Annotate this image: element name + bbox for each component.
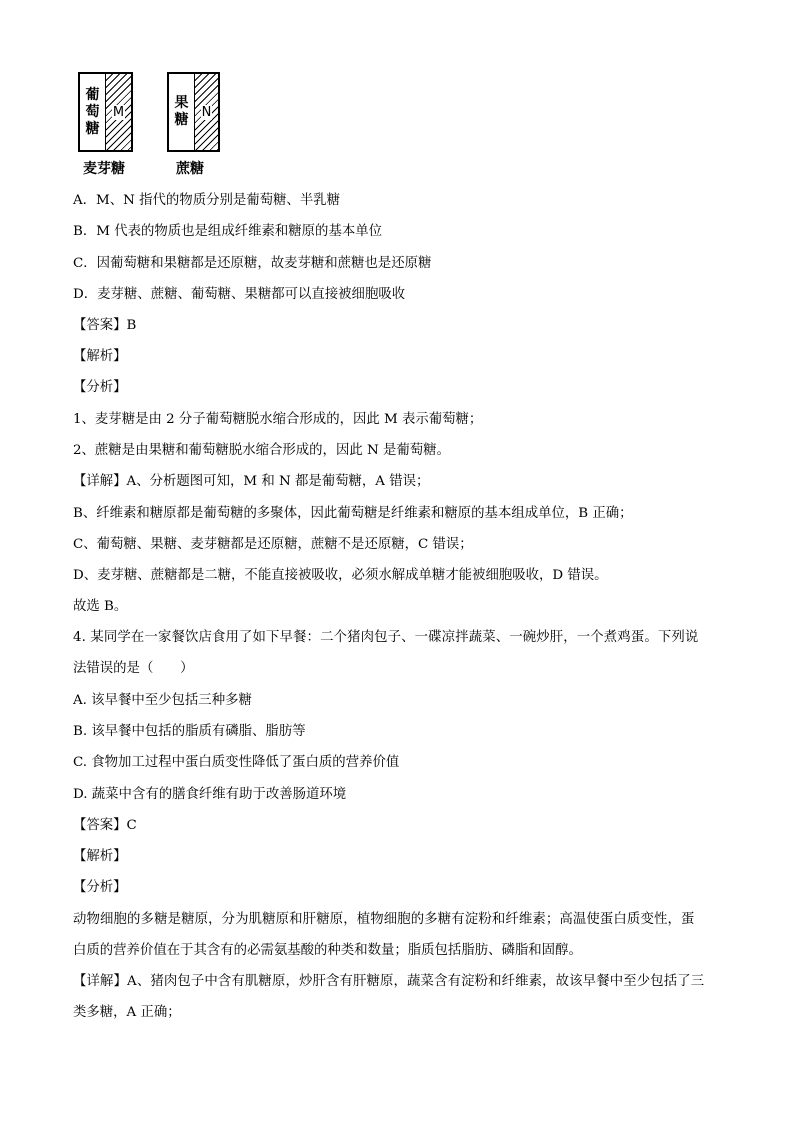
maltose-box — [78, 72, 133, 152]
q3-analysis-2: 2、蔗糖是由果糖和葡萄糖脱水缩合形成的，因此 N 是葡萄糖。 — [73, 443, 450, 458]
q4-option-a: A. 该早餐中至少包括三种多糖 — [73, 693, 252, 708]
q3-option-a: A．M、N 指代的物质分别是葡萄糖、半乳糖 — [73, 193, 340, 208]
q3-option-c: C．因葡萄糖和果糖都是还原糖，故麦芽糖和蔗糖也是还原糖 — [73, 256, 432, 271]
q3-detail-b: B、纤维素和糖原都是葡萄糖的多聚体，因此葡萄糖是纤维素和糖原的基本组成单位，B 正确； — [73, 506, 633, 521]
q4-detail-line2: 类多糖，A 正确； — [73, 1005, 181, 1020]
q3-option-d: D．麦芽糖、蔗糖、葡萄糖、果糖都可以直接被细胞吸收 — [73, 287, 406, 302]
q4-fenxi-heading: 【分析】 — [73, 880, 127, 895]
q3-detail-d: D、麦芽糖、蔗糖都是二糖，不能直接被吸收，必须水解成单糖才能被细胞吸收，D 错误。 — [73, 568, 608, 583]
maltose-left-label: 葡萄糖 — [85, 86, 100, 137]
sucrose-hatched-part — [195, 74, 218, 150]
q3-answer: 【答案】B — [73, 318, 137, 333]
sucrose-caption: 蔗糖 — [176, 161, 204, 177]
q3-detail-c: C、葡萄糖、果糖、麦芽糖都是还原糖，蔗糖不是还原糖，C 错误； — [73, 537, 473, 552]
q3-option-b: B．M 代表的物质也是组成纤维素和糖原的基本单位 — [73, 224, 383, 239]
q3-detail-a: 【详解】A、分析题图可知，M 和 N 都是葡萄糖，A 错误； — [73, 474, 430, 489]
q4-analysis-line2: 白质的营养价值在于其含有的必需氨基酸的种类和数量；脂质包括脂肪、磷脂和固醇。 — [73, 943, 582, 958]
q4-stem-line1: 4. 某同学在一家餐饮店食用了如下早餐：二个猪肉包子、一碟凉拌蔬菜、一碗炒肝，一个煮鸡蛋。下列说 — [73, 630, 699, 645]
sugar-diagram — [74, 72, 224, 182]
q4-answer: 【答案】C — [73, 818, 137, 833]
sucrose-box — [167, 72, 220, 152]
q3-conclusion: 故选 B。 — [73, 599, 128, 614]
sucrose-left-label: 果糖 — [174, 95, 189, 128]
q4-jiexi-heading: 【解析】 — [73, 849, 127, 864]
q4-detail-line1: 【详解】A、猪肉包子中含有肌糖原，炒肝含有肝糖原，蔬菜含有淀粉和纤维素，故该早餐中至少包括了三 — [73, 974, 705, 989]
maltose-m-label: M — [112, 104, 125, 120]
q4-option-c: C. 食物加工过程中蛋白质变性降低了蛋白质的营养价值 — [73, 755, 400, 770]
maltose-caption: 麦芽糖 — [83, 161, 125, 177]
q4-option-d: D. 蔬菜中含有的膳食纤维有助于改善肠道环境 — [73, 787, 347, 802]
maltose-glucose-part — [80, 74, 106, 150]
q3-jiexi-heading: 【解析】 — [73, 349, 127, 364]
sucrose-n-label: N — [201, 104, 212, 120]
q4-option-b: B. 该早餐中包括的脂质有磷脂、脂肪等 — [73, 724, 306, 739]
q4-analysis-line1: 动物细胞的多糖是糖原，分为肌糖原和肝糖原，植物细胞的多糖有淀粉和纤维素；高温使蛋白质变性，蛋 — [73, 912, 695, 927]
maltose-hatched-part — [106, 74, 131, 150]
q3-analysis-1: 1、麦芽糖是由 2 分子葡萄糖脱水缩合形成的，因此 M 表示葡萄糖； — [73, 412, 483, 427]
sucrose-fructose-part — [169, 74, 195, 150]
q3-fenxi-heading: 【分析】 — [73, 380, 127, 395]
q4-stem-line2: 法错误的是（ ） — [73, 661, 194, 676]
